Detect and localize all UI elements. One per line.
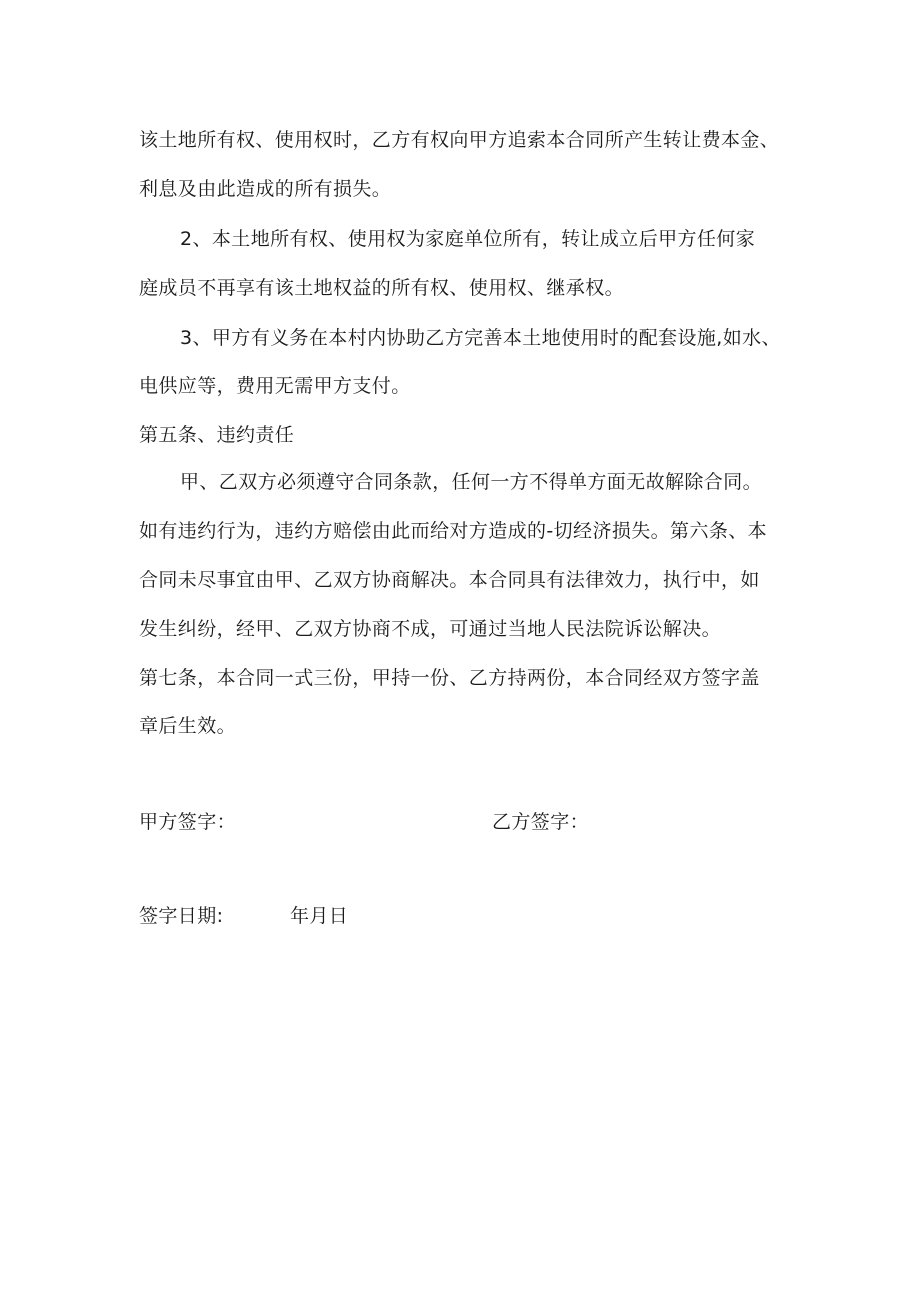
signature-date-label: 签字日期: bbox=[139, 905, 224, 927]
text-line: 合同未尽事宜由甲、乙双方协商解决。本合同具有法律效力，执行中，如 bbox=[139, 569, 760, 591]
text-line: 该土地所有权、使用权时，乙方有权向甲方追索本合同所产生转让费本金、 bbox=[139, 129, 780, 151]
text-line: 利息及由此造成的所有损失。 bbox=[139, 178, 392, 200]
text-line: 如有违约行为，违约方赔偿由此而给对方造成的-切经济损失。第六条、本 bbox=[139, 520, 768, 542]
text-line: 电供应等，费用无需甲方支付。 bbox=[139, 375, 411, 397]
signature-date-value: 年月日 bbox=[290, 905, 349, 927]
party-a-signature-label: 甲方签字： bbox=[139, 811, 237, 833]
text-line: 发生纠纷，经甲、乙双方协商不成，可通过当地人民法院诉讼解决。 bbox=[139, 618, 722, 640]
section-heading: 第五条、违约责任 bbox=[139, 424, 295, 446]
text-line: 甲、乙双方必须遵守合同条款，任何一方不得单方面无故解除合同。 bbox=[180, 471, 763, 493]
party-b-signature-label: 乙方签字： bbox=[492, 811, 590, 833]
text-line: 庭成员不再享有该土地权益的所有权、使用权、继承权。 bbox=[139, 277, 625, 299]
text-line: 第七条，本合同一式三份，甲持一份、乙方持两份，本合同经双方签字盖 bbox=[139, 667, 760, 689]
text-line: 3、甲方有义务在本村内协助乙方完善本土地使用时的配套设施,如水、 bbox=[180, 327, 781, 349]
text-line: 章后生效。 bbox=[139, 715, 237, 737]
text-line: 2、本土地所有权、使用权为家庭单位所有，转让成立后甲方任何家 bbox=[180, 228, 756, 250]
